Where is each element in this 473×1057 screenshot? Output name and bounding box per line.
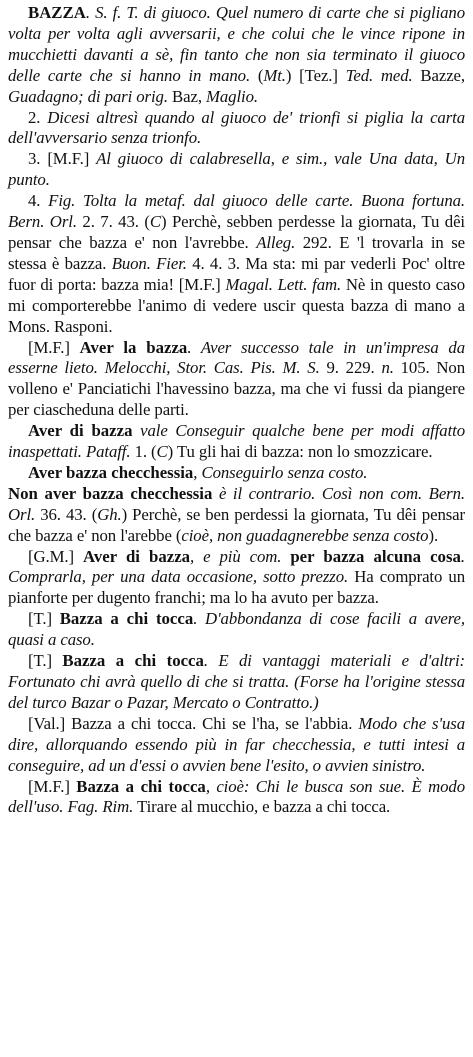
headword: Bazza a chi tocca xyxy=(76,776,206,796)
text-run: Gh. xyxy=(97,504,122,524)
text-run: Modo che s'usa dire, allorquando essendo più in far checchessia, e tutti intesi a conseguire, ad un d'essi o avvien bene l'esito, o avvien sinistro. xyxy=(8,713,465,775)
text-run: Fig. Tolta la metaf. dal giuoco delle carte. Buona fortuna. Bern. Orl. xyxy=(8,191,465,232)
text-run: è il contrario. Così non com. Bern. Orl. xyxy=(8,483,465,524)
text-run: . Comprarla, per una data occasione, sotto prezzo. xyxy=(8,546,465,587)
headword: BAZZA xyxy=(28,3,86,22)
text-run: 2. 7. 43. ( xyxy=(76,212,150,232)
entry-paragraph-per-bazza xyxy=(8,547,465,610)
text-run: Alleg. xyxy=(256,232,296,252)
text-run: Mt. xyxy=(263,65,286,85)
text-run: 4. xyxy=(28,191,49,211)
text-run: Maglio. xyxy=(206,86,258,106)
text-run: , Conseguirlo senza costo. xyxy=(193,462,368,482)
text-run: ) Perchè, sebben perdesse la giornata, Tu dêi pensar che bazza e' non l'avrebbe. xyxy=(8,212,465,252)
text-run: . Aver successo tale in un'impresa da esserne lieto. Melocchi, Stor. Cas. Pis. M. S. xyxy=(8,337,465,378)
text-run: Buon. Fier. xyxy=(111,253,187,273)
text-run: ) [Tez.] xyxy=(285,65,346,85)
text-run: . E di vantaggi materiali e d'altri: Fortunato chi avrà quello di che si tratta. (Forse ha l'origine stessa del turco Bazar o Pazar, Mercato o Contratto.) xyxy=(8,651,465,712)
text-run: Guadagno; di pari orig. xyxy=(8,86,168,106)
headword: Aver bazza checchessia xyxy=(28,462,194,482)
text-run: n. xyxy=(381,358,394,378)
entry-paragraph-aver-la-bazza xyxy=(8,338,465,422)
headword: Bazza a chi tocca xyxy=(59,609,194,629)
text-run: Ted. med. xyxy=(345,65,413,85)
headword: Aver di bazza xyxy=(28,421,133,441)
text-run: [M.F.] xyxy=(28,776,77,796)
entry-paragraph-bazza-a-chi-tocca-4 xyxy=(8,777,465,819)
text-run: Bazze, xyxy=(412,65,466,85)
text-run: 9. 229. xyxy=(319,358,382,378)
text-run: Baz, xyxy=(167,86,207,106)
text-run: 2. xyxy=(28,107,48,127)
entry-paragraph-sense-2 xyxy=(8,108,465,150)
headword: Non aver bazza checchessia xyxy=(8,483,213,503)
text-run: . S. f. T. di giuoco. Quel numero di carte che si pigliano volta per volta agli avversarii, e che colui che le vince ripone in mucchietti davanti a sè, fin tanto che non sia terminato il giuoco delle carte che si hanno in mano. xyxy=(8,3,465,85)
text-run: 292. E 'l trovarla in se stessa è bazza. xyxy=(8,232,465,273)
text-run: ). xyxy=(428,525,439,545)
text-run: vale Conseguir qualche bene per modi affatto inaspettati. Pataff. xyxy=(8,421,465,462)
text-run: Tirare al mucchio, e bazza a chi tocca. xyxy=(133,797,391,817)
text-run: , e più com. xyxy=(190,546,291,566)
text-run: [G.M.] xyxy=(28,546,83,566)
text-run: 105. Non volleno e' Panciatichi l'havessino bazza, ma che vi fussi da piangere per ciascheduna delle parti. xyxy=(8,358,465,420)
text-run: Nè in questo caso mi comporterebbe l'animo di vedere uscir questa bazza di mano a Mons. Rasponi. xyxy=(8,274,466,336)
entry-paragraph-bazza-a-chi-tocca-2 xyxy=(8,651,465,714)
text-run: 4. 4. 3. Ma sta: mi par vederli Poc' oltre fuor di porta: bazza mia! [M.F.] xyxy=(8,253,466,294)
text-run: ( xyxy=(250,65,264,85)
entry-paragraph-definition xyxy=(8,3,465,108)
text-run: C xyxy=(149,212,161,232)
entry-paragraph-aver-bazza xyxy=(8,463,465,484)
text-run: ) Perchè, se ben perdessi la giornata, Tu dêi pensar che bazza e' non l'arebbe ( xyxy=(8,504,465,545)
headword: Bazza a chi tocca xyxy=(62,651,204,671)
entry-paragraph-non-aver-bazza xyxy=(8,484,465,547)
entry-paragraph-sense-3 xyxy=(8,149,465,191)
text-run: Ha comprato un pianforte per dugento franchi; ma lo ha avuto per bazza. xyxy=(8,567,465,608)
text-run: 36. 43. ( xyxy=(35,504,98,524)
text-run: [M.F.] xyxy=(28,337,80,357)
entry-paragraph-aver-di-bazza xyxy=(8,421,465,463)
text-run: ) Tu gli hai di bazza: non lo smozzicare. xyxy=(167,442,433,462)
text-run: . D'abbondanza di cose facili a avere, quasi a caso. xyxy=(8,609,465,650)
text-run: 3. [M.F.] xyxy=(28,149,97,169)
text-run: Magal. Lett. fam. xyxy=(225,274,342,294)
entry-paragraph-bazza-a-chi-tocca-3 xyxy=(8,714,465,777)
text-run: , cioè: Chi le busca son sue. È modo dell'uso. Fag. Rim. xyxy=(8,776,465,817)
headword: per bazza alcuna cosa xyxy=(290,546,461,566)
text-run: [Val.] Bazza a chi tocca. Chi se l'ha, se l'abbia. xyxy=(28,713,359,733)
text-run: [T.] xyxy=(28,609,60,629)
headword: Aver la bazza xyxy=(79,337,188,357)
entry-paragraph-bazza-a-chi-tocca-1 xyxy=(8,609,465,651)
text-run: cioè, non guadagnerebbe senza costo xyxy=(181,525,429,545)
text-run: C xyxy=(156,442,168,462)
text-run: [T.] xyxy=(28,651,63,671)
text-run: Dicesi altresì quando al giuoco de' trionfi si piglia la carta dell'avversario senza trionfo. xyxy=(8,107,465,148)
headword: Aver di bazza xyxy=(83,546,191,566)
entry-paragraph-sense-4 xyxy=(8,191,465,337)
text-run: 1. ( xyxy=(130,442,157,462)
text-run: Al giuoco di calabresella, e sim., vale Una data, Un punto. xyxy=(8,149,465,190)
